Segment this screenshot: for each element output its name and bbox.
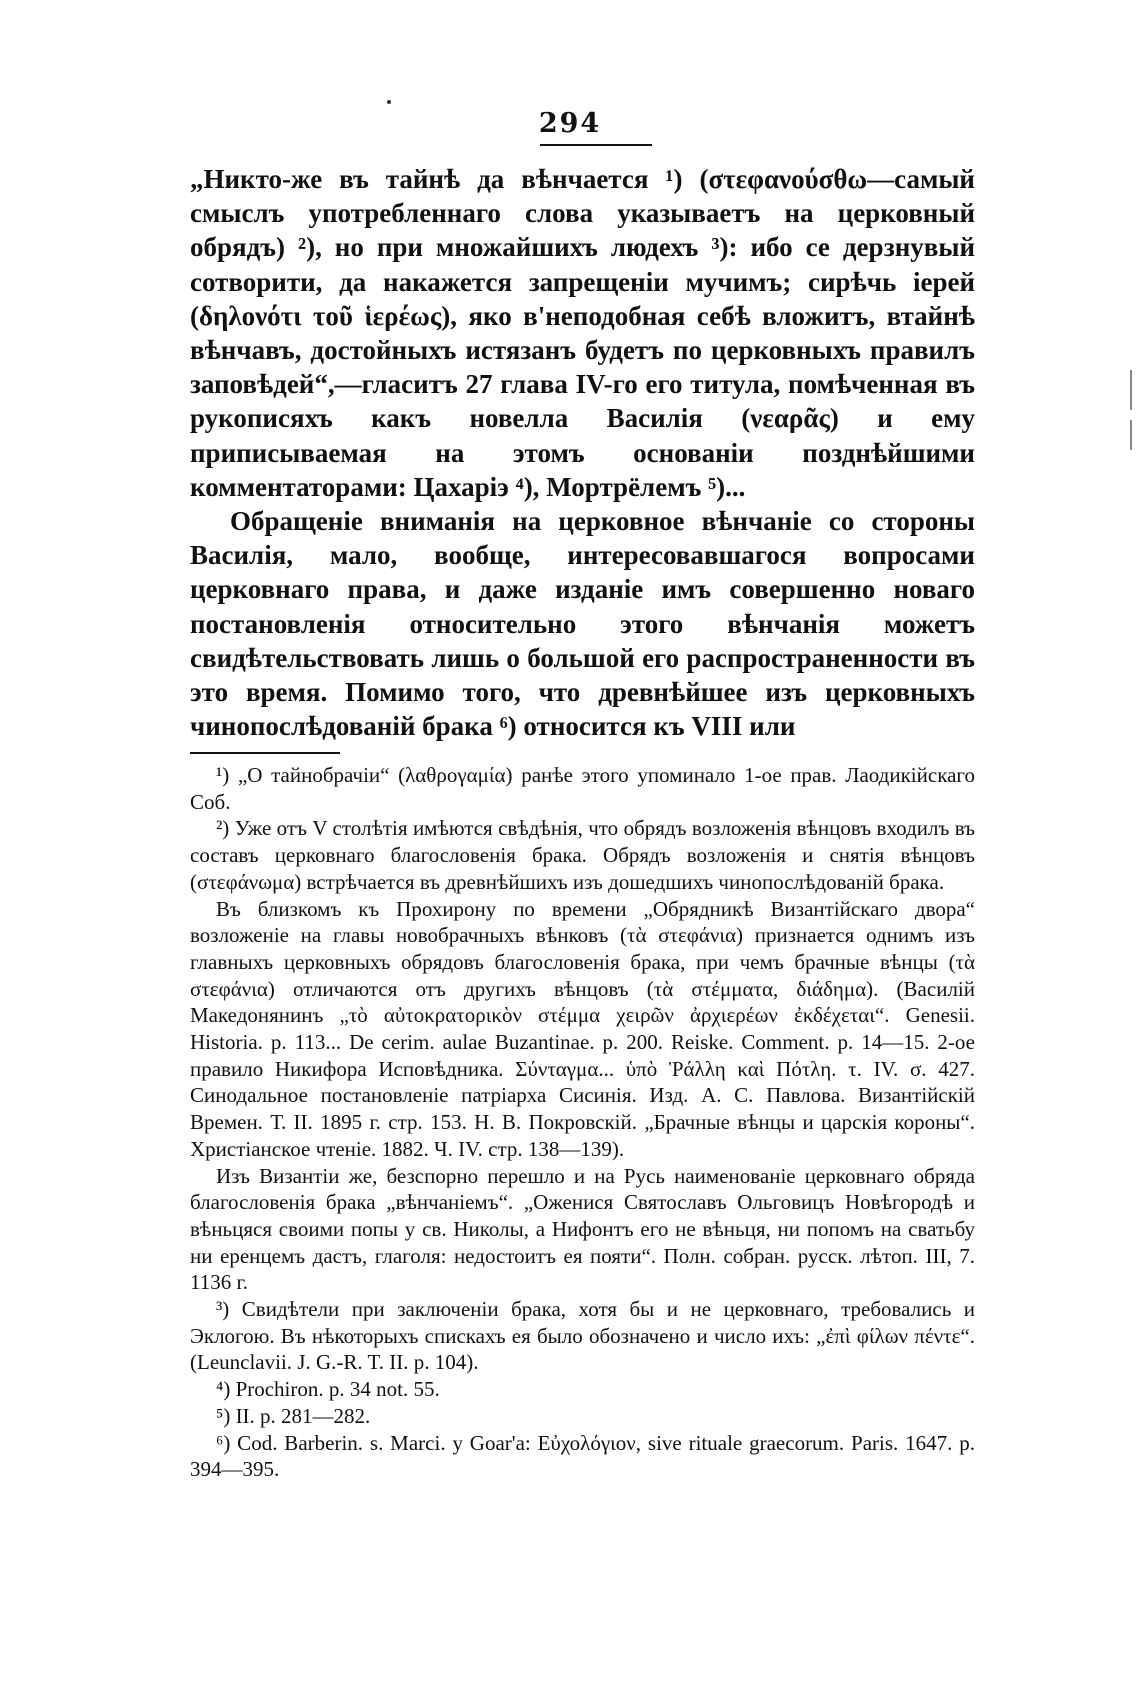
footnote-2: ²) Уже отъ V столѣтія имѣются свѣдѣнія, что обрядъ возложенія вѣнцовъ входилъ въ составъ церковнаго благословенія брака. Обрядъ возложенія и снятія вѣнцовъ (στεφάνωμα) встрѣчается въ древнѣйшихъ изъ дошедшихъ чинопослѣдованій брака. (190, 816, 975, 894)
footnote-1: ¹) „О тайнобрачіи“ (λαθρογαμία) ранѣе этого упоминало 1-ое прав. Лаодикійскаго Соб. (190, 763, 975, 814)
footnote-6: ⁶) Cod. Barberin. s. Marci. y Goar'a: Εὐχολόγιον, sive rituale graecorum. Paris. 1647. p. 394—395. (190, 1430, 975, 1482)
print-speck (387, 100, 391, 104)
footnote-divider (190, 752, 340, 754)
footnote-5: ⁵) II. p. 281—282. (216, 1403, 371, 1428)
main-paragraph-1: „Никто-же въ тайнѣ да вѣнчается ¹) (στεφανούσθω—самый смыслъ употребленнаго слова указываетъ на церковный обрядъ) ²), но при множайшихъ людехъ ³): ибо се дерзнувый сотворити, да накажется запрещеніи мучимъ; сирѣчь іерей (δηλονότι τοῦ ἱερέως), яко в'неподобная себѣ вложитъ, втайнѣ вѣнчавъ, достойныхъ истязанъ будетъ по церковныхъ правилъ заповѣдей“,—гласитъ 27 глава IV-го его титула, помѣченная въ рукописяхъ какъ новелла Василія (νεαρᾶς) и ему приписываемая на этомъ основаніи позднѣйшими комментаторами: Цахаріэ ⁴), Мортрёлемъ ⁵)... (190, 164, 975, 502)
footnote-2-continuation-1: Въ близкомъ къ Прохирону по времени „Обрядникѣ Византійскаго двора“ возложеніе на главы новобрачныхъ вѣнковъ (τὰ στεφάνια) признается однимъ изъ главныхъ церковныхъ обрядовъ благословенія брака, при чемъ брачные вѣнцы (τὰ στεφάνια) отличаются отъ другихъ вѣнцовъ (τὰ στέμματα, διάδημα). (Василій Македонянинъ „τὸ αὐτοκρατορικὸν στέμμα χειρῶν ἀρχιερέων ἐκδέχεται“. Genesii. Historia. p. 113... De cerim. aulae Buzantinae. p. 200. Reiske. Comment. p. 14—15. 2-ое правило Никифора Исповѣдника. Σύνταγμα... ὑπὸ Ῥάλλη καὶ Πότλη. τ. IV. σ. 427. Синодальное постановленіе патріарха Сисинія. Изд. А. С. Павлова. Византійскій Времен. Т. II. 1895 г. стр. 153. Н. В. Покровскій. „Брачные вѣнцы и царскія короны“. Христіанское чтеніе. 1882. Ч. IV. стр. 138—139). (190, 896, 975, 1161)
page-number: 294 (538, 108, 602, 139)
scan-edge-mark (1130, 370, 1132, 410)
main-text (190, 162, 975, 743)
footnote-4: ⁴) Prochiron. p. 34 not. 55. (216, 1377, 440, 1402)
page-number-rule (540, 144, 652, 146)
main-paragraph-2: Обращеніе вниманія на церковное вѣнчаніе со стороны Василія, мало, вообще, интересовавшагося вопросами церковнаго права, и даже изданіе имъ совершенно новаго постановленія относительно этого вѣнчанія можетъ свидѣтельствовать лишь о большой его распространенности въ это время. Помимо того, что древнѣйшее изъ церковныхъ чинопослѣдованій брака ⁶) относится къ VIII или (190, 506, 975, 742)
footnotes (190, 762, 975, 1483)
scan-edge-mark (1130, 420, 1132, 450)
footnote-3: ³) Свидѣтели при заключеніи брака, хотя бы и не церковнаго, требовались и Эклогою. Въ нѣкоторыхъ спискахъ ея было обозначено и число ихъ: „ἐπὶ φίλων πέντε“. (Leunclavii. J. G.-R. T. II. p. 104). (190, 1297, 975, 1375)
footnote-2-continuation-2: Изъ Византіи же, безспорно перешло и на Русь наименованіе церковнаго обряда благословенія брака „вѣнчаніемъ“. „Оженися Святославъ Ольговицъ Новѣгородѣ и вѣньцяся своими попы у св. Николы, а Нифонтъ его не вѣньця, ни попомъ на сватьбу ни еренцемъ дастъ, глаголя: недостоитъ ея пояти“. Полн. собран. русск. лѣтоп. III, 7. 1136 г. (190, 1163, 975, 1295)
